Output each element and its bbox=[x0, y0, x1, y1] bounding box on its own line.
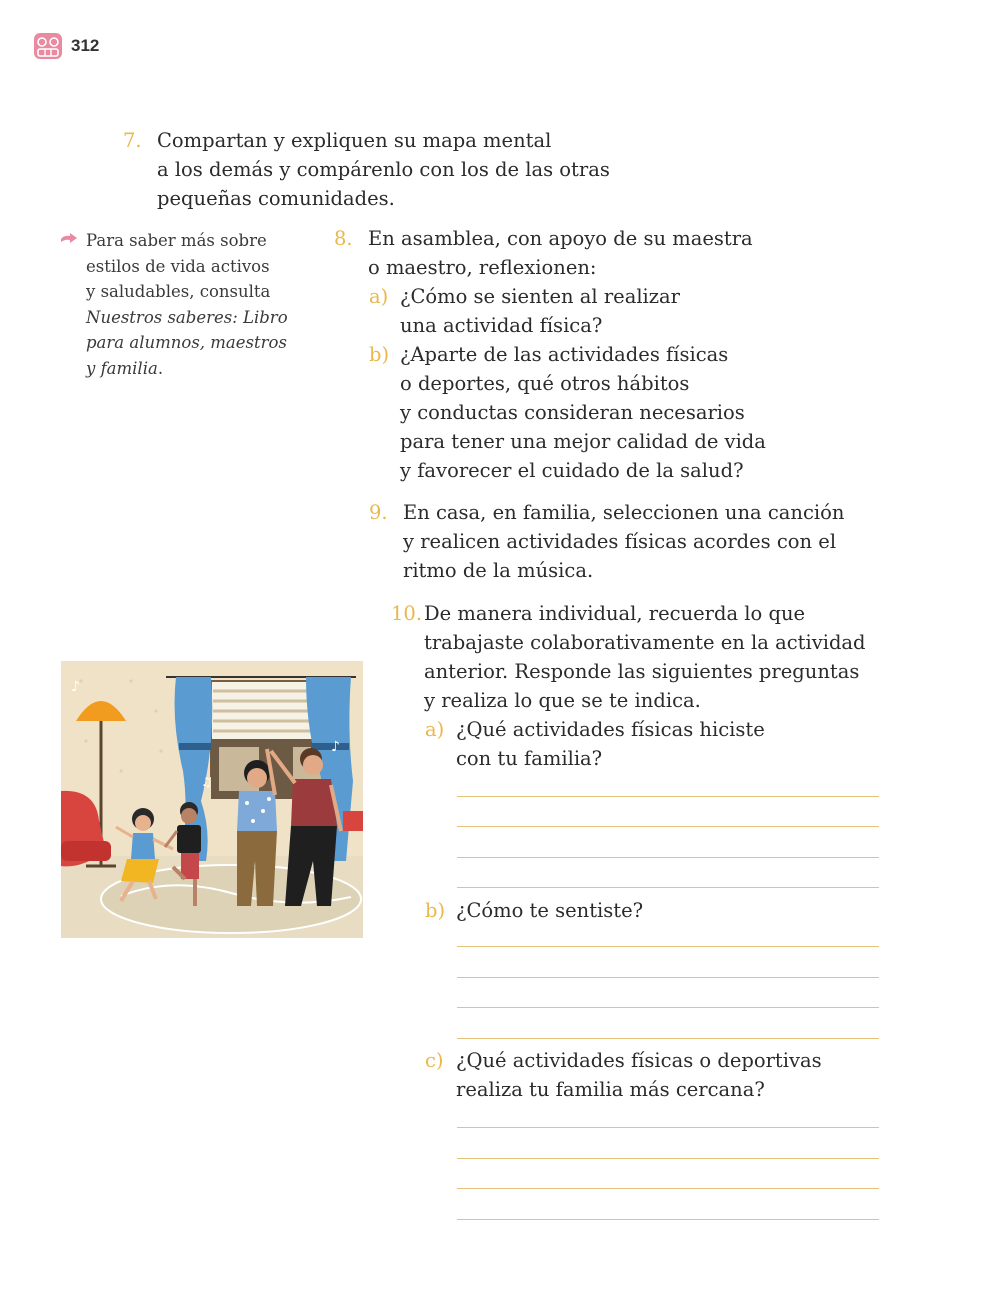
text-line: para tener una mejor calidad de vida bbox=[400, 430, 766, 453]
question-label: b) bbox=[425, 899, 446, 922]
text-line: realiza tu familia más cercana? bbox=[456, 1078, 765, 1101]
answer-line-c1[interactable] bbox=[457, 1127, 879, 1128]
page-header bbox=[33, 32, 99, 60]
question-label: a) bbox=[369, 285, 389, 308]
text-line: ¿Qué actividades físicas o deportivas bbox=[456, 1049, 822, 1072]
answer-line-a1[interactable] bbox=[457, 796, 879, 797]
text-line: y realiza lo que se te indica. bbox=[424, 689, 701, 712]
text-line: o maestro, reflexionen: bbox=[368, 256, 597, 279]
question-10b bbox=[425, 896, 644, 925]
activity-8 bbox=[334, 224, 753, 282]
note-line: y saludables, consulta bbox=[86, 282, 271, 301]
text-line: ¿Cómo se sienten al realizar bbox=[400, 285, 681, 308]
text-line: ¿Aparte de las actividades físicas bbox=[400, 343, 729, 366]
activity-number: 9. bbox=[369, 501, 388, 524]
page-number: 312 bbox=[71, 36, 100, 55]
text-line: y realicen actividades físicas acordes con el bbox=[403, 530, 837, 553]
text-line: ¿Cómo te sentiste? bbox=[456, 899, 644, 922]
svg-text:♪: ♪ bbox=[331, 739, 340, 755]
text-line: a los demás y compárenlo con los de las otras bbox=[157, 158, 610, 181]
text-line: con tu familia? bbox=[456, 747, 603, 770]
arrow-right-icon bbox=[60, 232, 78, 244]
note-line: estilos de vida activos bbox=[86, 256, 270, 276]
activity-number: 8. bbox=[334, 227, 353, 250]
text-line: anterior. Responde las siguientes preguntas bbox=[424, 660, 860, 683]
family-dancing-illustration bbox=[61, 661, 363, 938]
question-8b bbox=[369, 340, 766, 485]
note-line: Para saber más sobre bbox=[86, 231, 267, 250]
question-10c bbox=[425, 1046, 822, 1104]
svg-text:♫: ♫ bbox=[201, 775, 212, 789]
activity-9 bbox=[369, 498, 845, 585]
question-label: b) bbox=[369, 343, 390, 366]
codex-glyph-icon bbox=[33, 32, 63, 60]
activity-10 bbox=[391, 599, 866, 715]
text-line: y favorecer el cuidado de la salud? bbox=[400, 459, 744, 482]
text-line: una actividad física? bbox=[400, 314, 603, 337]
answer-line-b2[interactable] bbox=[457, 977, 879, 978]
text-line: pequeñas comunidades. bbox=[157, 187, 395, 210]
text-line: De manera individual, recuerda lo que bbox=[424, 602, 806, 625]
activity-number: 7. bbox=[123, 129, 142, 152]
text-line: Compartan y expliquen su mapa mental bbox=[157, 129, 552, 152]
answer-line-c4[interactable] bbox=[457, 1219, 879, 1220]
text-line: ¿Qué actividades físicas hiciste bbox=[456, 718, 765, 741]
answer-line-c2[interactable] bbox=[457, 1158, 879, 1159]
question-8a bbox=[369, 282, 681, 340]
answer-line-a4[interactable] bbox=[457, 887, 879, 888]
answer-line-a3[interactable] bbox=[457, 857, 879, 858]
answer-line-a2[interactable] bbox=[457, 826, 879, 827]
question-label: c) bbox=[425, 1049, 444, 1072]
side-note bbox=[60, 228, 288, 381]
text-line: ritmo de la música. bbox=[403, 559, 594, 582]
note-end: . bbox=[157, 358, 164, 378]
book-title-line: para alumnos, maestros bbox=[86, 333, 287, 352]
answer-line-c3[interactable] bbox=[457, 1188, 879, 1189]
answer-line-b1[interactable] bbox=[457, 946, 879, 947]
text-line: y conductas consideran necesarios bbox=[400, 401, 745, 424]
text-line: o deportes, qué otros hábitos bbox=[400, 372, 690, 395]
text-line: En casa, en familia, seleccionen una canción bbox=[403, 501, 845, 524]
text-line: En asamblea, con apoyo de su maestra bbox=[368, 227, 753, 250]
answer-line-b3[interactable] bbox=[457, 1007, 879, 1008]
book-title-line: y familia bbox=[86, 358, 158, 378]
activity-number: 10. bbox=[391, 602, 423, 625]
question-label: a) bbox=[425, 718, 445, 741]
question-10a bbox=[425, 715, 765, 773]
answer-line-b4[interactable] bbox=[457, 1038, 879, 1039]
activity-7 bbox=[123, 126, 610, 213]
book-title-line: Nuestros saberes: Libro bbox=[86, 307, 288, 327]
text-line: trabajaste colaborativamente en la actividad bbox=[424, 631, 866, 654]
svg-text:♪: ♪ bbox=[71, 679, 80, 695]
